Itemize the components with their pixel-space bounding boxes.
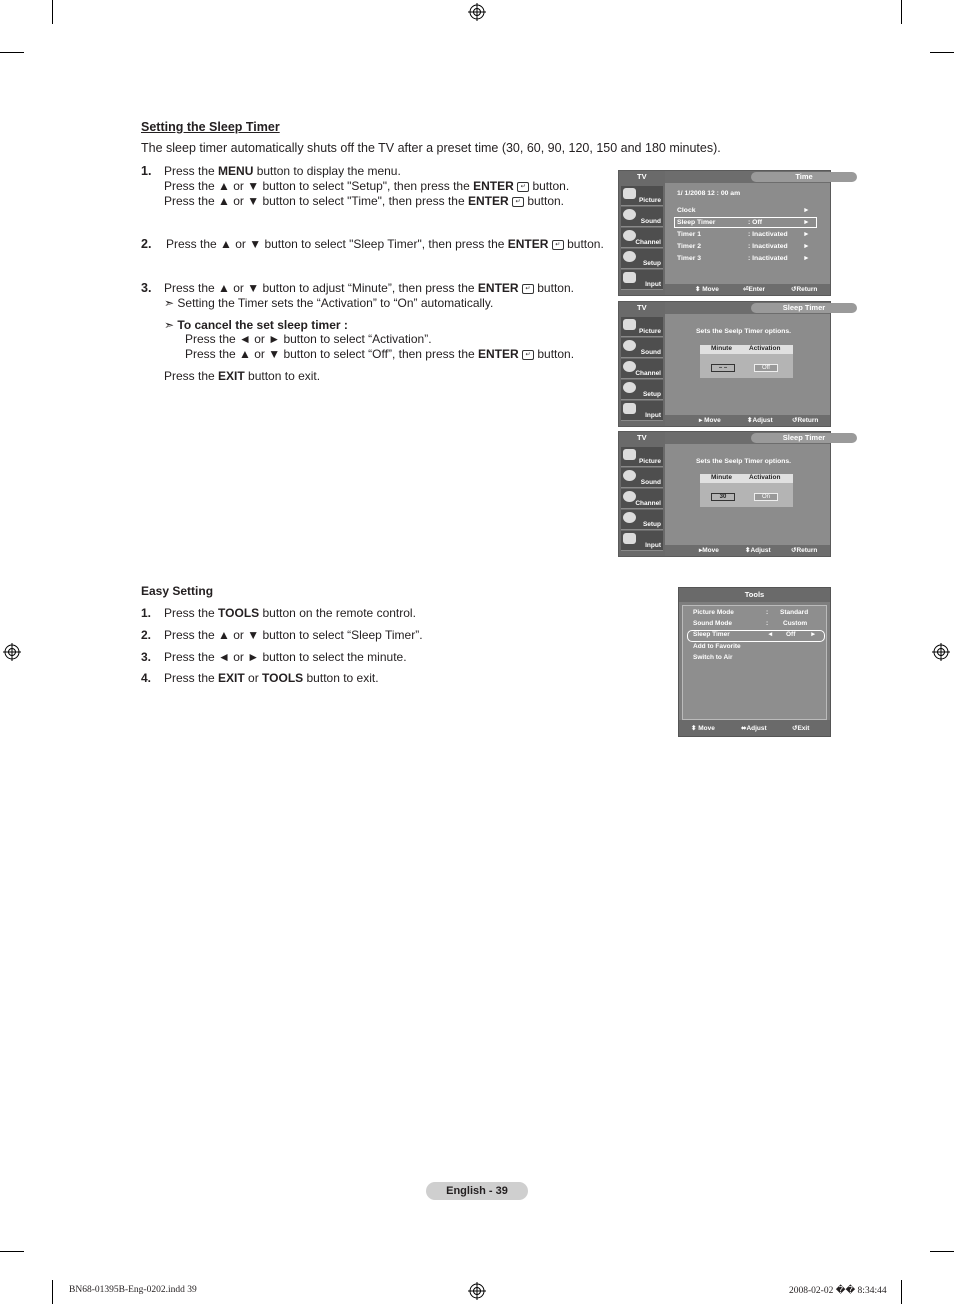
cancel-title: ➣ To cancel the set sleep timer : [164, 318, 348, 332]
note-arrow-icon: ➣ [164, 296, 178, 310]
sidebar-item-channel[interactable]: Channel [621, 228, 663, 248]
crop-mark [52, 1280, 53, 1304]
registration-mark-icon [932, 643, 950, 661]
up-down-icon: ⬍ [695, 286, 701, 293]
enter-icon: ↵ [552, 240, 564, 250]
tools-menu [678, 587, 831, 737]
osd-row-value: : Inactivated [748, 231, 788, 238]
page-number-label: English - 39 [426, 1182, 528, 1200]
intro-text: The sleep timer automatically shuts off the TV after a preset time (30, 60, 90, 120, 150 and 180 minutes). [141, 141, 721, 155]
gear-icon [623, 251, 636, 262]
tools-item-sound-mode[interactable]: Sound Mode [693, 620, 732, 627]
picture-icon [623, 449, 636, 460]
crop-mark [52, 0, 53, 24]
osd-row-label[interactable]: Timer 2 [677, 243, 702, 250]
date-slug: 2008-02-02 �� 8:34:44 [789, 1286, 887, 1296]
right-arrow-icon: ▸ [699, 547, 703, 554]
step-line: Press the ▲ or ▼ button to select "Sleep Timer", then press the ENTER ↵ button. [166, 237, 604, 251]
sidebar-item-input[interactable]: Input [621, 401, 663, 421]
sidebar-item-input[interactable]: Input [621, 531, 663, 551]
move-hint: ▸Move [699, 547, 719, 554]
return-icon: ↺ [791, 547, 797, 554]
tools-footer [679, 720, 830, 736]
sidebar-item-sound[interactable]: Sound [621, 338, 663, 358]
osd-title-bar [665, 302, 830, 314]
osd-row-value: : Inactivated [748, 255, 788, 262]
osd-row-label[interactable]: Timer 3 [677, 255, 702, 262]
step-line: Press the ▲ or ▼ button to select "Setup", then press the ENTER ↵ button. [164, 179, 570, 193]
right-arrow-icon: ► [803, 207, 810, 214]
enter-hint: ⏎Enter [743, 286, 766, 293]
adjust-hint: ⬍Adjust [745, 547, 771, 554]
input-icon [623, 403, 636, 414]
crop-mark [0, 52, 24, 53]
tools-item-add-to-favorite[interactable]: Add to Favorite [693, 643, 741, 650]
sidebar-item-sound[interactable]: Sound [621, 468, 663, 488]
enter-icon: ↵ [522, 284, 534, 294]
easy-step-number: 3. [141, 650, 152, 664]
move-hint: ⬍ Move [695, 286, 719, 293]
right-arrow-icon: ► [803, 255, 810, 262]
osd-title-bar [665, 171, 830, 183]
return-icon: ↺ [792, 417, 798, 424]
step-line: Press the ▲ or ▼ button to select "Time", then press the ENTER ↵ button. [164, 194, 565, 208]
osd-title: Sleep Timer [751, 433, 857, 443]
osd-time-menu [618, 170, 831, 296]
activation-value[interactable]: Off [754, 364, 778, 372]
easy-step-number: 4. [141, 671, 152, 685]
adjust-hint: ⬌Adjust [741, 725, 767, 732]
easy-step-line: Press the ▲ or ▼ button to select “Sleep Timer”. [164, 628, 423, 642]
osd-tv-label: TV [637, 433, 647, 442]
crop-mark [0, 1251, 24, 1252]
note-line: ➣ Setting the Timer sets the “Activation” to “On” automatically. [164, 296, 494, 310]
tools-item-picture-mode[interactable]: Picture Mode [693, 609, 734, 616]
timer-panel [700, 474, 793, 507]
crop-mark [930, 1251, 954, 1252]
timer-panel [700, 345, 793, 378]
right-arrow-icon: ► [803, 231, 810, 238]
step-line: Press the ▲ or ▼ button to adjust “Minute”, then press the ENTER ↵ button. [164, 281, 574, 295]
picture-icon [623, 188, 636, 199]
sound-icon [623, 340, 636, 351]
registration-mark-icon [3, 643, 21, 661]
tools-item-switch-to-air[interactable]: Switch to Air [693, 654, 733, 661]
activation-column: Activation [749, 345, 781, 352]
minute-value[interactable]: 30 [711, 493, 735, 501]
left-right-icon: ⬌ [741, 725, 747, 732]
sound-icon [623, 470, 636, 481]
note-arrow-icon: ➣ [164, 318, 178, 332]
osd-row-label[interactable]: Clock [677, 207, 696, 214]
enter-icon: ↵ [522, 350, 534, 360]
osd-footer [665, 415, 830, 426]
enter-icon: ↵ [517, 182, 529, 192]
crop-mark [901, 0, 902, 24]
return-hint: ↺Return [791, 286, 818, 293]
file-slug: BN68-01395B-Eng-0202.indd 39 [69, 1285, 197, 1295]
osd-description: Sets the Seelp Timer options. [696, 458, 792, 465]
tools-value: Custom [783, 620, 808, 627]
move-hint: ▸ Move [699, 417, 721, 424]
tools-item-sleep-timer: Sleep Timer [693, 631, 730, 638]
activation-value[interactable]: On [754, 493, 778, 501]
sidebar-item-picture[interactable]: Picture [621, 447, 663, 467]
cancel-line: Press the ▲ or ▼ button to select “Off”, then press the ENTER ↵ button. [185, 347, 575, 361]
input-icon [623, 533, 636, 544]
right-arrow-icon: ▸ [699, 417, 703, 424]
sidebar-item-picture[interactable]: Picture [621, 186, 663, 206]
return-icon: ↺ [791, 286, 797, 293]
osd-footer [665, 545, 830, 556]
registration-mark-icon [468, 1282, 486, 1300]
sidebar-item-picture[interactable]: Picture [621, 317, 663, 337]
sidebar-item-setup[interactable]: Setup [621, 380, 663, 400]
exit-line: Press the EXIT button to exit. [164, 369, 321, 383]
osd-date: 1/ 1/2008 12 : 00 am [677, 190, 741, 197]
channel-icon [623, 491, 636, 502]
easy-setting-title: Easy Setting [141, 584, 214, 598]
cancel-line: Press the ◄ or ► button to select “Activation”. [185, 332, 432, 346]
right-arrow-icon: ► [803, 219, 810, 226]
sidebar-item-input[interactable]: Input [621, 270, 663, 290]
adjust-hint: ⬍Adjust [747, 417, 773, 424]
exit-hint: ↺Exit [792, 725, 810, 732]
tools-title: Tools [679, 588, 830, 602]
right-arrow-icon: ► [803, 243, 810, 250]
step-number: 2. [141, 237, 152, 251]
easy-step-number: 1. [141, 606, 152, 620]
easy-step-line: Press the EXIT or TOOLS button to exit. [164, 671, 379, 685]
registration-mark-icon [468, 3, 486, 21]
step-number: 1. [141, 164, 152, 178]
enter-icon: ↵ [512, 197, 524, 207]
osd-description: Sets the Seelp Timer options. [696, 328, 792, 335]
osd-tv-label: TV [637, 172, 647, 181]
osd-sleep-timer-off [618, 301, 831, 427]
minute-column: Minute [711, 474, 732, 481]
minute-column: Minute [711, 345, 732, 352]
activation-column: Activation [749, 474, 781, 481]
osd-footer [665, 284, 830, 295]
return-icon: ↺ [792, 725, 798, 732]
timer-panel-header [700, 474, 793, 483]
section-title: Setting the Sleep Timer [141, 120, 280, 134]
easy-step-number: 2. [141, 628, 152, 642]
sound-icon [623, 209, 636, 220]
osd-tv-label: TV [637, 303, 647, 312]
enter-icon: ⏎ [743, 286, 749, 293]
osd-sleep-timer-on [618, 431, 831, 557]
timer-panel-header [700, 345, 793, 354]
right-arrow-icon[interactable]: ► [810, 631, 817, 638]
gear-icon [623, 512, 636, 523]
left-arrow-icon[interactable]: ◄ [767, 631, 774, 638]
up-down-icon: ⬍ [691, 725, 697, 732]
osd-row-value: : Off [748, 219, 762, 226]
osd-row-value: : Inactivated [748, 243, 788, 250]
sidebar-item-sound[interactable]: Sound [621, 207, 663, 227]
tools-value: Off [786, 631, 796, 638]
step-line: Press the MENU button to display the menu. [164, 164, 401, 178]
crop-mark [901, 1280, 902, 1304]
sidebar-item-setup[interactable]: Setup [621, 249, 663, 269]
easy-step-line: Press the ◄ or ► button to select the minute. [164, 650, 407, 664]
return-hint: ↺Return [792, 417, 819, 424]
crop-mark [930, 52, 954, 53]
channel-icon [623, 230, 636, 241]
sidebar-item-channel[interactable]: Channel [621, 359, 663, 379]
return-hint: ↺Return [791, 547, 818, 554]
channel-icon [623, 361, 636, 372]
picture-icon [623, 319, 636, 330]
tools-separator: : [766, 609, 769, 616]
minute-value[interactable]: – – [711, 364, 735, 372]
tools-separator: : [766, 620, 769, 627]
sidebar-item-channel[interactable]: Channel [621, 489, 663, 509]
osd-title: Sleep Timer [751, 303, 857, 313]
tools-value: Standard [780, 609, 809, 616]
up-down-icon: ⬍ [745, 547, 751, 554]
gear-icon [623, 382, 636, 393]
osd-row-label[interactable]: Timer 1 [677, 231, 702, 238]
easy-step-line: Press the TOOLS button on the remote control. [164, 606, 416, 620]
move-hint: ⬍ Move [691, 725, 715, 732]
osd-title-bar [665, 432, 830, 444]
up-down-icon: ⬍ [747, 417, 753, 424]
sidebar-item-setup[interactable]: Setup [621, 510, 663, 530]
step-number: 3. [141, 281, 152, 295]
osd-title: Time [751, 172, 857, 182]
input-icon [623, 272, 636, 283]
osd-row-label: Sleep Timer [677, 219, 716, 226]
